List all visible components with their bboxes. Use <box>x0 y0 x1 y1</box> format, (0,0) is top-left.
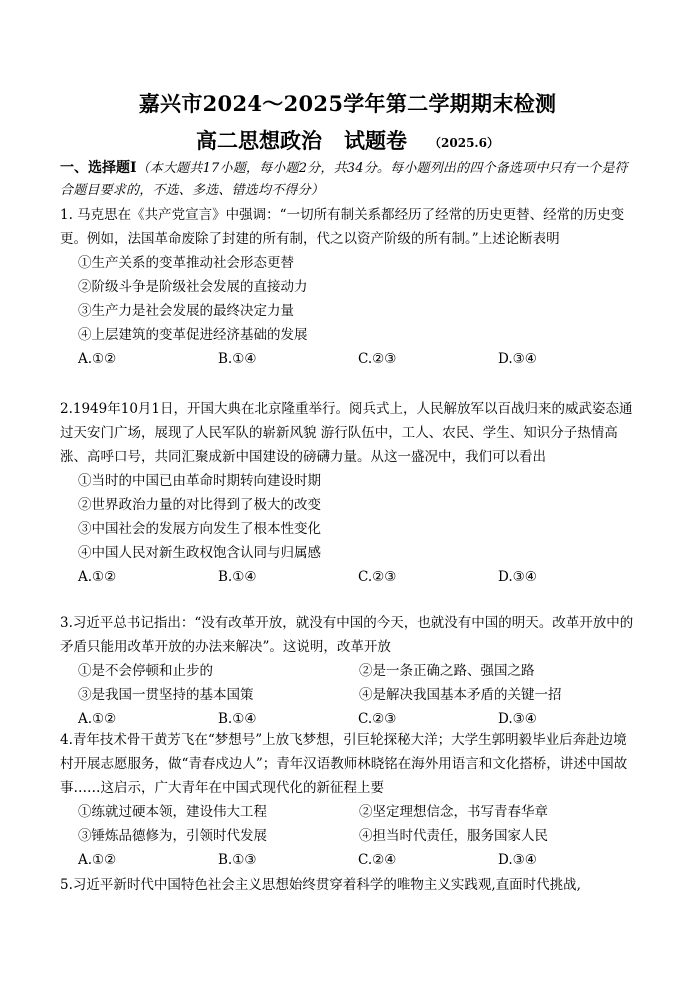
option-row <box>78 683 640 707</box>
option-2: ②坚定理想信念，书写青春华章 <box>359 804 548 820</box>
option-1: ①当时的中国已由革命时期转向建设时期 <box>78 473 321 489</box>
option-2: ②阶级斗争是阶级社会发展的直接动力 <box>78 279 308 295</box>
exam-title: 嘉兴市2024～2025学年第二学期期末检测 <box>138 91 557 116</box>
answer-c: C.②③ <box>358 711 397 727</box>
exam-date: （2025.6） <box>429 136 499 150</box>
answer-d: D.③④ <box>498 711 537 727</box>
question-3 <box>60 611 640 731</box>
section-instructions <box>60 157 640 202</box>
answer-choices <box>78 347 640 371</box>
option-3: ③生产力是社会发展的最终决定力量 <box>78 303 294 319</box>
answer-d: D.③④ <box>498 569 537 585</box>
question-stem: 5.习近平新时代中国特色社会主义思想始终贯穿着科学的唯物主义实践观,直面时代挑战, <box>60 877 581 893</box>
paper-type: 试题卷 <box>344 128 408 153</box>
option-1: ①练就过硬本领，建设伟大工程 <box>78 804 267 820</box>
answer-c: C.②③ <box>358 351 397 367</box>
question-stem: 1. 马克思在《共产党宣言》中强调：“一切所有制关系都经历了经常的历史更替、经常的历史变更。例如，法国革命废除了封建的所有制，代之以资产阶级的所有制。”上述论断表明 <box>60 207 625 247</box>
option-row <box>78 824 640 848</box>
answer-a: A.①② <box>78 569 117 585</box>
answer-c: C.②④ <box>358 852 397 868</box>
option-2: ②世界政治力量的对比得到了极大的改变 <box>78 497 321 513</box>
option-1: ①是不会停顿和止步的 <box>78 663 213 679</box>
answer-choices <box>78 565 640 589</box>
option-row <box>78 659 640 683</box>
option-row <box>78 800 640 824</box>
option-4: ④中国人民对新生政权饱含认同与归属感 <box>78 545 321 561</box>
answer-c: C.②③ <box>358 569 397 585</box>
option-3: ③中国社会的发展方向发生了根本性变化 <box>78 521 321 537</box>
question-4 <box>60 728 640 872</box>
question-stem: 3.习近平总书记指出：“没有改革开放，就没有中国的今天，也就没有中国的明天。改革开放中的矛盾只能用改革开放的办法来解决”。这说明，改革开放 <box>60 615 634 655</box>
question-1 <box>60 203 640 371</box>
answer-a: A.①② <box>78 351 117 367</box>
option-2: ②是一条正确之路、强国之路 <box>359 663 535 679</box>
option-3: ③锤炼品德修为，引领时代发展 <box>78 828 267 844</box>
answer-b: B.①③ <box>218 852 257 868</box>
exam-subtitle <box>0 125 695 155</box>
option-4: ④是解决我国基本矛盾的关键一招 <box>359 687 562 703</box>
answer-d: D.③④ <box>498 351 537 367</box>
option-3: ③是我国一贯坚持的基本国策 <box>78 687 254 703</box>
question-5 <box>60 873 640 897</box>
answer-b: B.①④ <box>218 351 257 367</box>
subject-name: 高二思想政治 <box>196 128 323 153</box>
answer-b: B.①④ <box>218 711 257 727</box>
section-note: （本大题共17小题，每小题2分，共34分。每小题列出的四个备选项中只有一个是符合题目要求的，不选、多选、错选均不得分） <box>60 161 628 198</box>
option-4: ④上层建筑的变革促进经济基础的发展 <box>78 327 308 343</box>
answer-d: D.③④ <box>498 852 537 868</box>
question-2 <box>60 397 640 589</box>
answer-choices <box>78 848 640 872</box>
section-heading: 一、选择题Ⅰ <box>60 160 137 176</box>
answer-a: A.①② <box>78 852 117 868</box>
option-4: ④担当时代责任，服务国家人民 <box>359 828 548 844</box>
question-stem: 2.1949年10月1日，开国大典在北京隆重举行。阅兵式上，人民解放军以百战归来的威武姿态通过天安门广场，展现了人民军队的崭新风貌 游行队伍中，工人、农民、学生、知识分子热情高涨、高呼口号，共同汇聚成新中国建设的磅礴力量。从这一盛况中，我们可以看出 <box>60 401 633 465</box>
question-stem: 4.青年技术骨干黄芳飞在“梦想号”上放飞梦想，引巨轮探秘大洋；大学生郭明毅毕业后奔赴边境村开展志愿服务，做“青春戍边人”；青年汉语教师林晓铭在海外用语言和文化搭桥，讲述中国故事……这启示，广大青年在中国式现代化的新征程上要 <box>60 732 628 796</box>
option-1: ①生产关系的变革推动社会形态更替 <box>78 255 294 271</box>
answer-b: B.①④ <box>218 569 257 585</box>
answer-a: A.①② <box>78 711 117 727</box>
